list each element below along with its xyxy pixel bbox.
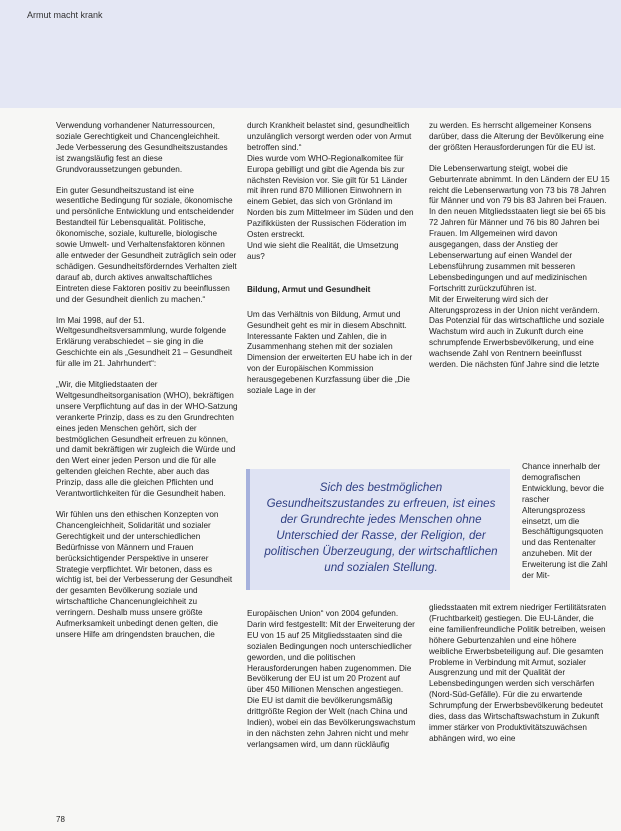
text-column-2-continued bbox=[247, 609, 417, 751]
paragraph: Um das Verhältnis von Bildung, Armut und Gesundheit geht es mir in diesem Abschnitt. Interessante Fakten und Zahlen, die in Zusammenhang stehen mit der sozialen Dimension der erweiterten EU habe ich in der von der Europäischen Kommission herausgegebenen Kurzfassung über die „Die soziale Lage in der bbox=[247, 309, 413, 396]
paragraph: Mit der Erweiterung wird sich der Alterungsprozess in der Union nicht verändern. Das Potenzial für das wirtschaftliche und soziale Wachstum wird auch in Zukunft durch eine schrumpfende Erwerbsbevölkerung, und eine wachsende Zahl von Rentnern beeinflusst werden. Die nächsten fünf Jahre sind die letzte bbox=[429, 294, 605, 370]
text-column-3-beside-quote bbox=[522, 462, 611, 582]
paragraph: Wir fühlen uns den ethischen Konzepten von Chancengleichheit, Solidarität und sozialer Gerechtigkeit und der unterschiedlichen Bedürfnisse von Männern und Frauen berücksichtigender Perspektive in unserer Strategie verpflichtet. Wir betonen, dass es wichtig ist, bei der Verbesserung der Gesundheit der gesamten Bevölkerung soziale und wirtschaftliche Chancenungleichheit zu verringern. Deshalb muss unsere größte Aufmerksamkeit unbedingt denen gelten, die unsere Hilfe am dringendsten brauchen, die bbox=[56, 510, 233, 639]
paragraph: Dies wurde vom WHO-Regionalkomitee für Europa gebilligt und gibt die Agenda bis zur nächsten Revision vor. Sie gilt für 51 Länder mit ihren rund 870 Millionen Einwohnern in einem Gebiet, das sich von Grönland im Norden bis zum Mittelmeer im Süden und den Pazifikküsten der Russischen Föderation im Osten erstreckt. bbox=[247, 153, 414, 240]
text-column-1 bbox=[56, 121, 238, 651]
paragraph: gliedsstaaten mit extrem niedriger Fertilitätsraten (Fruchtbarkeit) gestiegen. Die EU-Länder, die eine familienfreundliche Politik betreiben, weisen höhere Geburtenzahlen und eine höhere weibliche Erwerbsbeteiligung auf. Die gesamten Probleme in Verbindung mit Armut, sozialer Ausgrenzung und mit der Qualität der Lebensbedingungen werden sich verschärfen (Nord-Süd-Gefälle). Für die zu erwartende Schrumpfung der Erwerbsbevölkerung bedeutet dies, dass das Wirtschaftswachstum in Zukunft immer stärker von Produktivitätszuwächsen abhängen wird, wo eine bbox=[429, 603, 607, 743]
paragraph: Die Lebenserwartung steigt, wobei die Geburtenrate abnimmt. In den Ländern der EU 15 reicht die Lebenserwartung von 73 bis 78 Jahren für Männer und von 79 bis 83 Jahren bei Frauen. In den neuen Mitgliedsstaaten liegt sie bei 65 bis 72 Jahren für Männer und 76 bis 80 Jahren bei Frauen. Im Allgemeinen wird davon ausgegangen, dass der Anstieg der Lebenserwartung auf einen Wandel der Lebensführung zusammen mit besseren Lebensbedingungen und auf medizinischen Fortschritt zurückzuführen ist. bbox=[429, 163, 610, 293]
paragraph: Ein guter Gesundheitszustand ist eine wesentliche Bedingung für soziale, ökonomische und persönliche Entwicklung und entscheidender Bestandteil für Lebensqualität. Politische, ökonomische, soziale, kulturelle, biologische sowie Umwelt- und Verhaltensfaktoren können alle entweder der Gesundheit zuträglich sein oder schädigen. Gesundheitsförderndes Verhalten zielt darauf ab, durch aktives anwaltschaftliches Eintreten diese Faktoren positiv zu beeinflussen und der Gesundheit dienlich zu machen.“ bbox=[56, 185, 237, 304]
section-heading: Bildung, Armut und Gesundheit bbox=[247, 284, 371, 294]
pull-quote-text: Sich des bestmöglichen Gesundheitszustandes zu erfreuen, ist eines der Grundrechte jedes Menschen ohne Unterschied der Rasse, der Religion, der politischen Überzeugung, der wirtschaftlichen und sozialen Stellung. bbox=[264, 481, 498, 574]
paragraph: Und wie sieht die Realität, die Umsetzung aus? bbox=[247, 240, 399, 261]
text-column-2 bbox=[247, 121, 417, 407]
page-number: 78 bbox=[56, 815, 65, 824]
paragraph: Im Mai 1998, auf der 51. Weltgesundheitsversammlung, wurde folgende Erklärung verabschiedet – sie ging in die Geschichte ein als „Gesundheit 21 – Gesundheit für alle im 21. Jahrhundert“: bbox=[56, 315, 233, 369]
paragraph: Chance innerhalb der demografischen Entwicklung, bevor die rascher Alterungsprozess einsetzt, um die Beschäftigungsquoten und das Rentenalter anzuheben. Mit der Erweiterung ist die Zahl der Mit- bbox=[522, 462, 608, 581]
paragraph: zu werden. Es herrscht allgemeiner Konsens darüber, dass die Alterung der Bevölkerung eine der größten Herausforderungen für die EU ist. bbox=[429, 121, 604, 152]
text-column-3-continued bbox=[429, 603, 611, 745]
paragraph: Verwendung vorhandener Naturressourcen, soziale Gerechtigkeit und Chancengleichheit. Jede Verbesserung des Gesundheitszustandes ist zwangsläufig fest an diese Grundvoraussetzungen gebunden. bbox=[56, 121, 228, 174]
paragraph: „Wir, die Mitgliedstaaten der Weltgesundheitsorganisation (WHO), bekräftigen unsere Verpflichtung auf das in der WHO-Satzung verankerte Prinzip, dass es zu den Grundrechten eines jeden Menschen gehört, sich der bestmöglichen Gesundheit erfreuen zu können, und damit bekräftigen wir zugleich die Würde und den Wert einer jeden Person und die für alle geltenden gleichen Rechte, aber auch das Prinzip, dass alle die gleichen Pflichten und Verantwortlichkeiten für die Gesundheit haben. bbox=[56, 380, 238, 499]
pull-quote bbox=[246, 469, 510, 590]
header-band bbox=[0, 0, 621, 108]
paragraph: Europäischen Union“ von 2004 gefunden. Darin wird festgestellt: Mit der Erweiterung der EU von 15 auf 25 Mitgliedsstaaten sind die sozialen Bedingungen noch unterschiedlicher geworden, und die politischen Herausforderungen haben zugenommen. Die Bevölkerung der EU ist um 20 Prozent auf über 450 Millionen Menschen angestiegen. Die EU ist damit die bevölkerungsmäßig drittgrößte Region der Welt (nach China und Indien), wobei ein das Bevölkerungswachstum in den nächsten zehn Jahren nicht und mehr verlangsamen wird, um dann rückläufig bbox=[247, 609, 416, 749]
paragraph: durch Krankheit belastet sind, gesundheitlich unzulänglich versorgt werden oder von Armut betroffen sind.“ bbox=[247, 121, 412, 152]
running-header: Armut macht krank bbox=[27, 10, 103, 20]
text-column-3 bbox=[429, 121, 611, 381]
